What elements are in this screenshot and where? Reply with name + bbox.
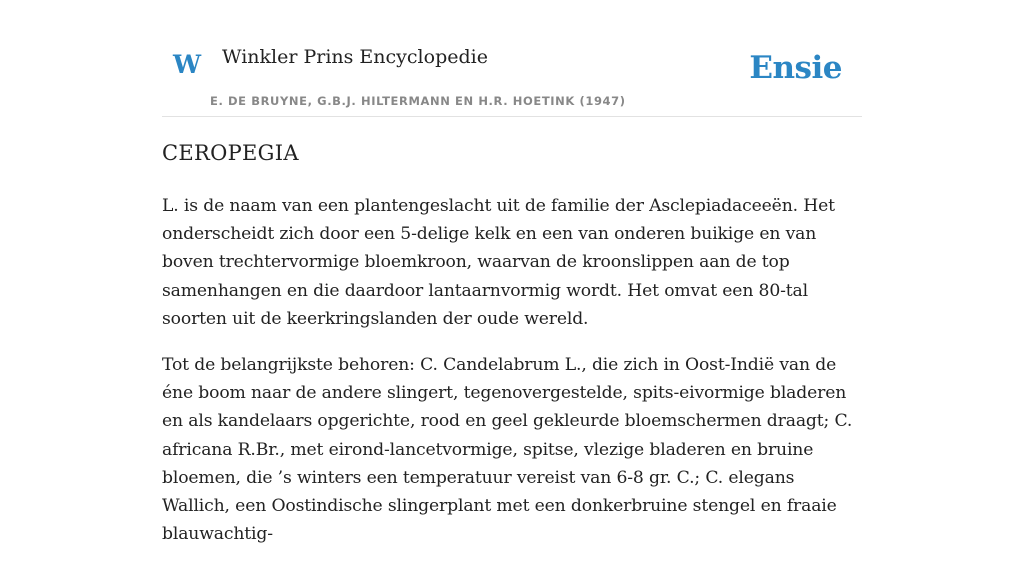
entry-paragraph: Tot de belangrijkste behoren: C. Candelabrum L., die zich in Oost-Indië van de éne boom naar de andere slingert, tegenovergestelde, spits-eivormige bladeren en als kandelaars opgerichte, rood en geel gekleurde bloemschermen draagt; C. africana R.Br., met eirond-lancetvormige, spitse, vlezige bladeren en bruine bloemen, die ’s winters een temperatuur vereist van 6-8 gr. C.; C. elegans Wallich, een Oostindische slingerplant met een donkerbruine stengel en fraaie blauwachtig- bbox=[162, 355, 853, 545]
winkler-prins-logo: W bbox=[173, 50, 202, 79]
entry-body bbox=[162, 192, 862, 566]
entry-paragraph: L. is de naam van een plantengeslacht uit de familie der Asclepiadaceeën. Het onderscheidt zich door een 5-delige kelk en een van onderen buikige en van boven trechtervormige bloemkroon, waarvan de kroonslippen aan de top samenhangen en die daardoor lantaarnvormig wordt. Het omvat een 80-tal soorten uit de keerkringslanden der oude wereld. bbox=[162, 196, 835, 329]
source-authors: E. DE BRUYNE, G.B.J. HILTERMANN EN H.R. HOETINK (1947) bbox=[210, 94, 626, 108]
source-header bbox=[162, 40, 862, 117]
ensie-logo-link[interactable]: Ensie bbox=[749, 50, 842, 86]
source-title: Winkler Prins Encyclopedie bbox=[222, 46, 488, 68]
entry-title: CEROPEGIA bbox=[162, 141, 299, 165]
